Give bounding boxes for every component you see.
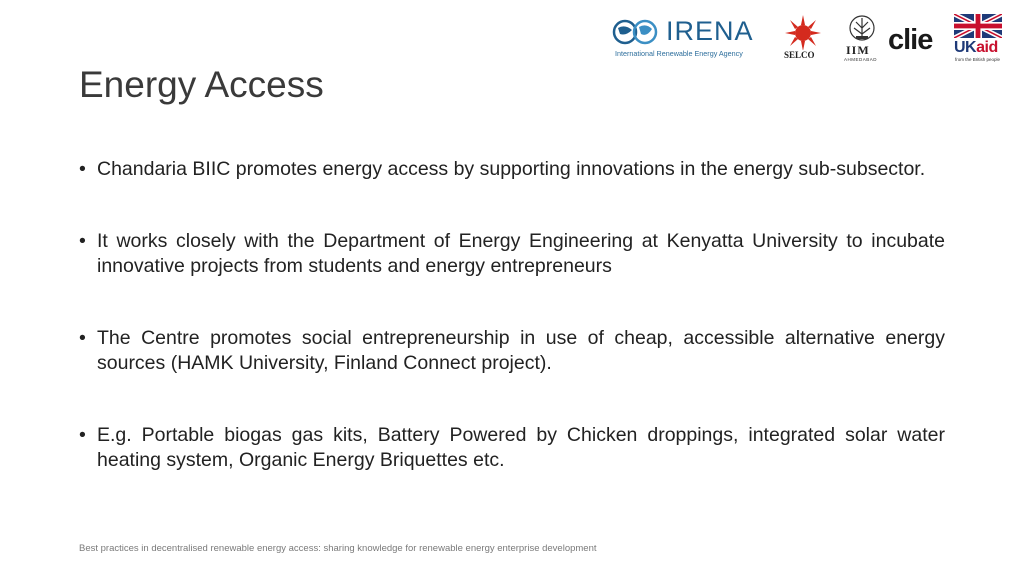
bullet-marker: •	[79, 158, 86, 180]
selco-wordmark: SELCO	[784, 50, 815, 60]
union-jack-icon	[954, 14, 1002, 38]
partner-logos	[612, 12, 1012, 64]
ukaid-uk-text: UK	[954, 39, 977, 56]
slide-title: Energy Access	[79, 64, 324, 105]
footer-caption: Best practices in decentralised renewable energy access: sharing knowledge for renewable energy enterprise development	[79, 543, 597, 554]
bullet-item	[79, 229, 945, 279]
irena-wordmark: IRENA	[666, 16, 754, 46]
bullet-text: It works closely with the Department of Energy Engineering at Kenyatta University to incubate innovative projects from students and energy entrepreneurs	[97, 230, 945, 277]
bullet-list	[79, 157, 945, 520]
iim-logo	[840, 14, 884, 64]
bullet-item	[79, 157, 945, 182]
bullet-marker: •	[79, 424, 86, 446]
bullet-text: The Centre promotes social entrepreneurship in use of cheap, accessible alternative energy sources (HAMK University, Finland Connect project).	[97, 327, 945, 374]
iim-tree-icon	[840, 14, 884, 44]
bullet-text: Chandaria BIIC promotes energy access by supporting innovations in the energy sub-subsector.	[97, 158, 926, 180]
clie-logo: clie	[888, 24, 933, 56]
ukaid-logo	[954, 14, 1004, 64]
bullet-marker: •	[79, 327, 86, 349]
selco-sun-icon	[780, 14, 826, 50]
selco-logo	[780, 14, 826, 64]
bullet-marker: •	[79, 230, 86, 252]
iim-subtitle: AHMEDABAD	[844, 57, 878, 62]
iim-wordmark: IIM	[846, 43, 870, 57]
ukaid-aid-text: aid	[976, 39, 998, 56]
irena-subtitle: International Renewable Energy Agency	[615, 49, 743, 58]
irena-globe-icon	[612, 18, 664, 48]
bullet-item	[79, 423, 945, 473]
bullet-text: E.g. Portable biogas gas kits, Battery Powered by Chicken droppings, integrated solar water heating system, Organic Energy Briquettes etc.	[97, 424, 945, 471]
ukaid-subtitle: from the British people	[955, 57, 1001, 62]
bullet-item	[79, 326, 945, 376]
ukaid-wordmark	[954, 40, 998, 56]
irena-logo	[612, 18, 762, 60]
